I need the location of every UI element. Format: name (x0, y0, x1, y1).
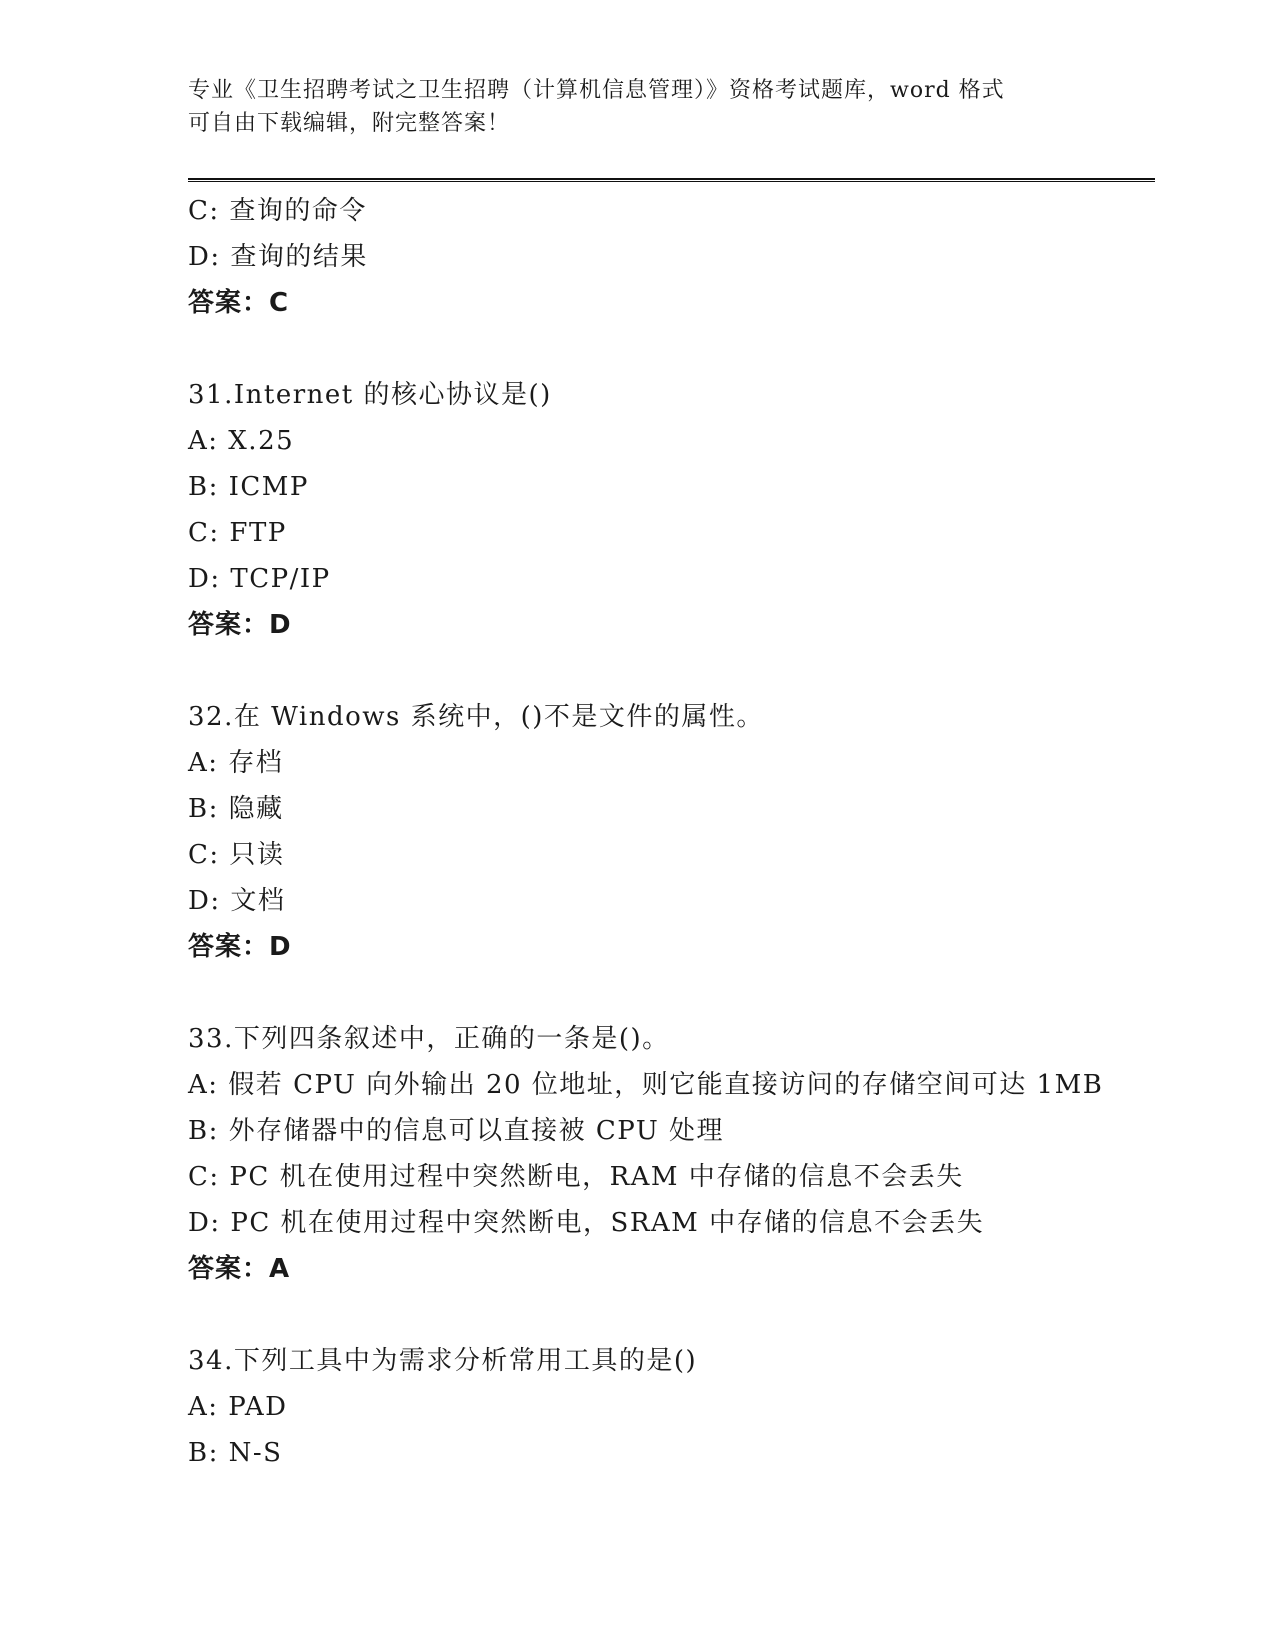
option-d: D: TCP/IP (188, 564, 331, 594)
answer-line: 答案：D (188, 610, 292, 640)
option-c: C: 只读 (188, 840, 285, 870)
question-list (188, 188, 1148, 1476)
question-33: 33.下列四条叙述中，正确的一条是()。 (188, 1024, 670, 1054)
answer-line: 答案：D (188, 932, 292, 962)
question-31: 31.Internet 的核心协议是() (188, 380, 552, 410)
option-d: D: 文档 (188, 886, 286, 916)
option-d: D: PC 机在使用过程中突然断电，SRAM 中存储的信息不会丢失 (188, 1208, 985, 1238)
option-d: D: 查询的结果 (188, 242, 368, 272)
option-a: A: 假若 CPU 向外输出 20 位地址，则它能直接访问的存储空间可达 1MB (188, 1070, 1104, 1100)
answer-line: 答案：A (188, 1254, 291, 1284)
header-line-2: 可自由下载编辑，附完整答案！ (188, 111, 511, 136)
option-a: A: X.25 (188, 426, 295, 456)
option-b: B: N-S (188, 1438, 283, 1468)
header-divider (188, 178, 1155, 182)
option-c: C: 查询的命令 (188, 196, 367, 226)
option-a: A: PAD (188, 1392, 288, 1422)
option-a: A: 存档 (188, 748, 284, 778)
option-c: C: FTP (188, 518, 287, 548)
document-header (188, 74, 1088, 140)
option-b: B: ICMP (188, 472, 309, 502)
header-line-1: 专业《卫生招聘考试之卫生招聘（计算机信息管理）》资格考试题库，word 格式 (188, 78, 1005, 103)
option-c: C: PC 机在使用过程中突然断电，RAM 中存储的信息不会丢失 (188, 1162, 964, 1192)
option-b: B: 隐藏 (188, 794, 284, 824)
option-b: B: 外存储器中的信息可以直接被 CPU 处理 (188, 1116, 725, 1146)
question-32: 32.在 Windows 系统中，()不是文件的属性。 (188, 702, 764, 732)
question-34: 34.下列工具中为需求分析常用工具的是() (188, 1346, 698, 1376)
answer-line: 答案：C (188, 288, 290, 318)
